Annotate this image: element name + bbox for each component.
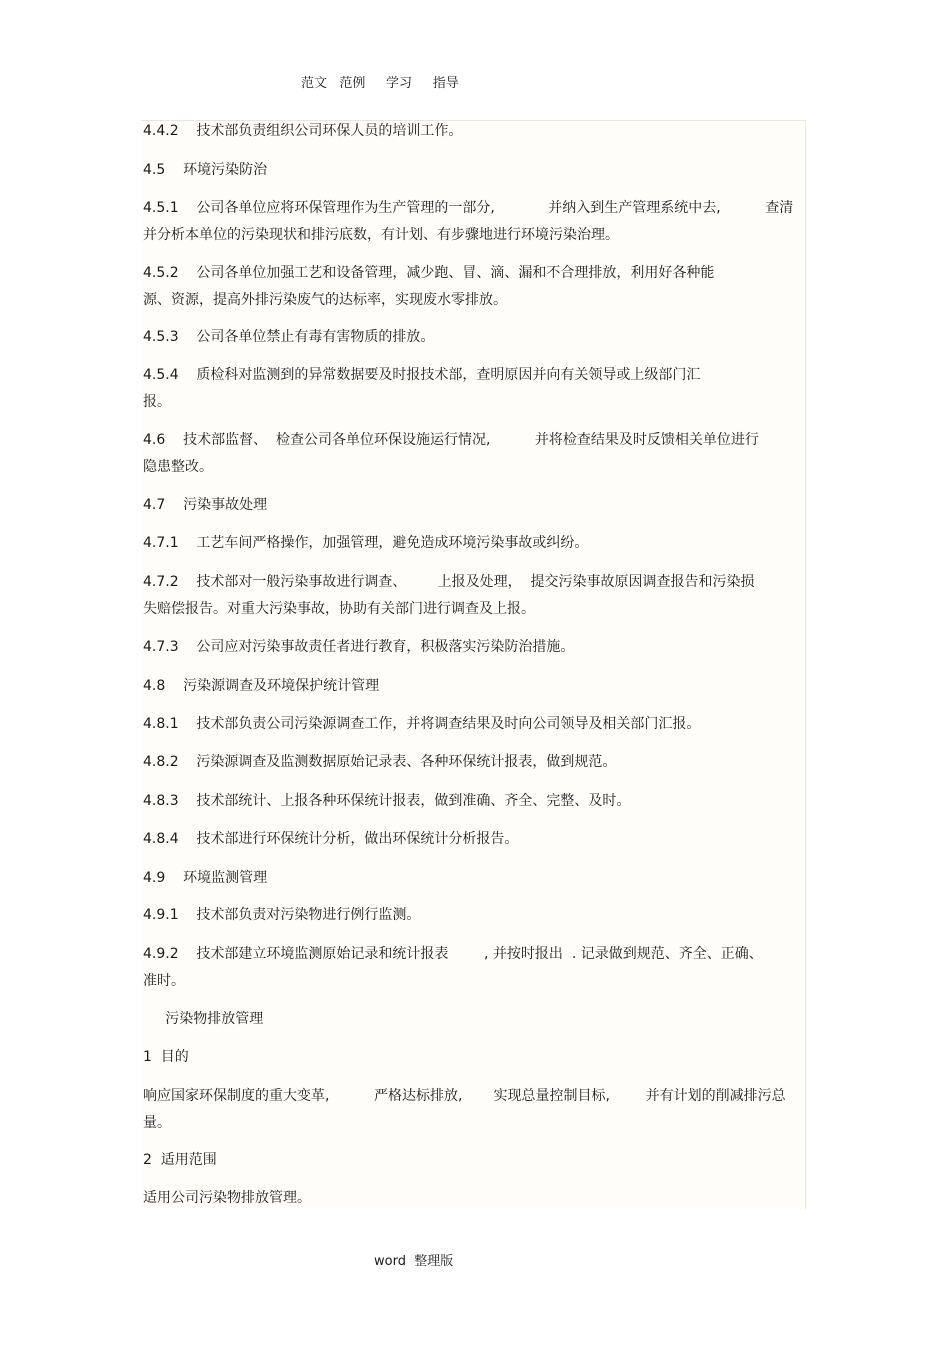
paragraph: 4.8.2 污染源调查及监测数据原始记录表、各种环保统计报表，做到规范。	[143, 754, 617, 770]
section-heading: 4.7 污染事故处理	[143, 497, 268, 513]
paragraph: 适用公司污染物排放管理。	[143, 1190, 311, 1206]
paragraph: 4.6 技术部监督、 检查公司各单位环保设施运行情况, 并将检查结果及时反馈相关单位进行 隐患整改。	[143, 432, 759, 475]
section-title: 污染物排放管理	[143, 1011, 264, 1027]
section-heading: 1 目的	[143, 1049, 189, 1065]
paragraph: 4.4.2 技术部负责组织公司环保人员的培训工作。	[143, 123, 463, 139]
paragraph: 4.5.2 公司各单位加强工艺和设备管理，减少跑、冒、滴、漏和不合理排放，利用好各种能 源、资源，提高外排污染废气的达标率，实现废水零排放。	[143, 265, 715, 308]
paragraph: 4.8.3 技术部统计、上报各种环保统计报表，做到准确、齐全、完整、及时。	[143, 793, 631, 809]
paragraph: 4.5.4 质检科对监测到的异常数据要及时报技术部，查明原因并向有关领导或上级部门汇 报。	[143, 367, 701, 410]
paragraph: 4.9.1 技术部负责对污染物进行例行监测。	[143, 907, 421, 923]
paragraph: 4.5.1 公司各单位应将环保管理作为生产管理的一部分, 并纳入到生产管理系统中去, 查清 并分析本单位的污染现状和排污底数，有计划、有步骤地进行环境污染治理。	[143, 200, 794, 243]
paragraph: 4.7.3 公司应对污染事故责任者进行教育，积极落实污染防治措施。	[143, 639, 575, 655]
page-footer: word 整理版	[374, 1254, 454, 1269]
paragraph: 4.9.2 技术部建立环境监测原始记录和统计报表 , 并按时报出 . 记录做到规范、齐全、正确、 准时。	[143, 946, 763, 989]
paragraph: 4.5.3 公司各单位禁止有毒有害物质的排放。	[143, 329, 435, 345]
section-heading: 4.5 环境污染防治	[143, 162, 268, 178]
section-heading: 4.8 污染源调查及环境保护统计管理	[143, 678, 380, 694]
section-heading: 2 适用范围	[143, 1152, 217, 1168]
document-body	[141, 120, 806, 1209]
paragraph: 响应国家环保制度的重大变革, 严格达标排放, 实现总量控制目标, 并有计划的削减排污总 量。	[143, 1088, 786, 1131]
paragraph: 4.7.2 技术部对一般污染事故进行调查、 上报及处理， 提交污染事故原因调查报告和污染损 失赔偿报告。对重大污染事故，协助有关部门进行调查及上报。	[143, 574, 755, 617]
paragraph: 4.8.1 技术部负责公司污染源调查工作，并将调查结果及时向公司领导及相关部门汇报。	[143, 716, 701, 732]
page-header: 范文 范例 学习 指导	[301, 76, 459, 91]
paragraph: 4.7.1 工艺车间严格操作，加强管理，避免造成环境污染事故或纠纷。	[143, 535, 589, 551]
section-heading: 4.9 环境监测管理	[143, 870, 268, 886]
paragraph: 4.8.4 技术部进行环保统计分析，做出环保统计分析报告。	[143, 831, 519, 847]
